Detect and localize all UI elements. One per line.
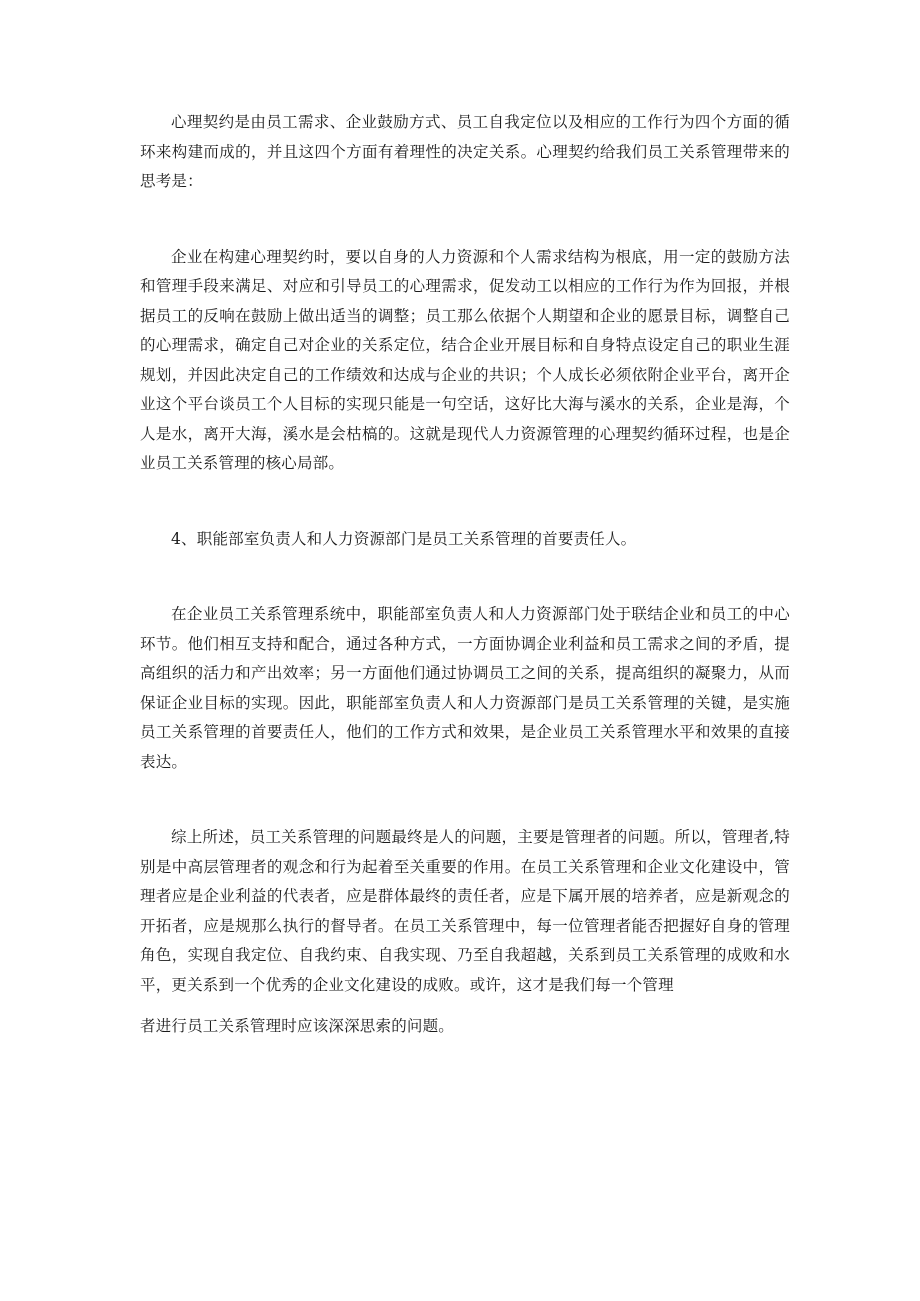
spacer [140, 554, 790, 600]
section-heading-4: 4、职能部室负责人和人力资源部门是员工关系管理的首要责任人。 [171, 529, 637, 548]
paragraph-psychological-contract-cycle: 企业在构建心理契约时，要以自身的人力资源和个人需求结构为根底，用一定的鼓励方法和管理手段来满足、对应和引导员工的心理需求，促发动工以相应的工作行为作为回报，并根据员工的反响在鼓励上做出适当的调整；员工那么依据个人期望和企业的愿景目标，调整自己的心理需求，确定自己对企业的关系定位，结合企业开展目标和自身特点设定自己的职业生涯规划，并因此决定自己的工作绩效和达成与企业的共识；个人成长必须依附企业平台，离开企业这个平台谈员工个人目标的实现只能是一句空话，这好比大海与溪水的关系，企业是海，个人是水，离开大海，溪水是会枯槁的。这就是现代人力资源管理的心理契约循环过程，也是企业员工关系管理的核心局部。 [140, 247, 790, 472]
paragraph-conclusion-continued: 者进行员工关系管理时应该深深思索的问题。 [140, 1017, 455, 1035]
spacer [140, 1000, 790, 1012]
spacer [140, 777, 790, 823]
spacer [140, 479, 790, 525]
paragraph-responsible-departments: 在企业员工关系管理系统中，职能部室负责人和人力资源部门处于联结企业和员工的中心环节。他们相互支持和配合，通过各种方式，一方面协调企业利益和员工需求之间的矛盾，提高组织的活力和产出效率；另一方面他们通过协调员工之间的关系，提高组织的凝聚力，从而保证企业目标的实现。因此，职能部室负责人和人力资源部门是员工关系管理的关键，是实施员工关系管理的首要责任人，他们的工作方式和效果，是企业员工关系管理水平和效果的直接表达。 [140, 605, 790, 771]
document-body [140, 108, 790, 1042]
paragraph-psychological-contract-intro: 心理契约是由员工需求、企业鼓励方式、员工自我定位以及相应的工作行为四个方面的循环来构建而成的，并且这四个方面有着理性的决定关系。心理契约给我们员工关系管理带来的思考是： [140, 113, 790, 190]
paragraph-conclusion: 综上所述，员工关系管理的问题最终是人的问题，主要是管理者的问题。所以，管理者,特别是中高层管理者的观念和行为起着至关重要的作用。在员工关系管理和企业文化建设中，管理者应是企业利益的代表者，应是群体最终的责任者，应是下属开展的培养者，应是新观念的开拓者，应是规那么执行的督导者。在员工关系管理中，每一位管理者能否把握好自身的管理角色，实现自我定位、自我约束、自我实现、乃至自我超越，关系到员工关系管理的成败和水平，更关系到一个优秀的企业文化建设的成败。或许，这才是我们每一个管理 [140, 828, 790, 994]
spacer [140, 197, 790, 243]
